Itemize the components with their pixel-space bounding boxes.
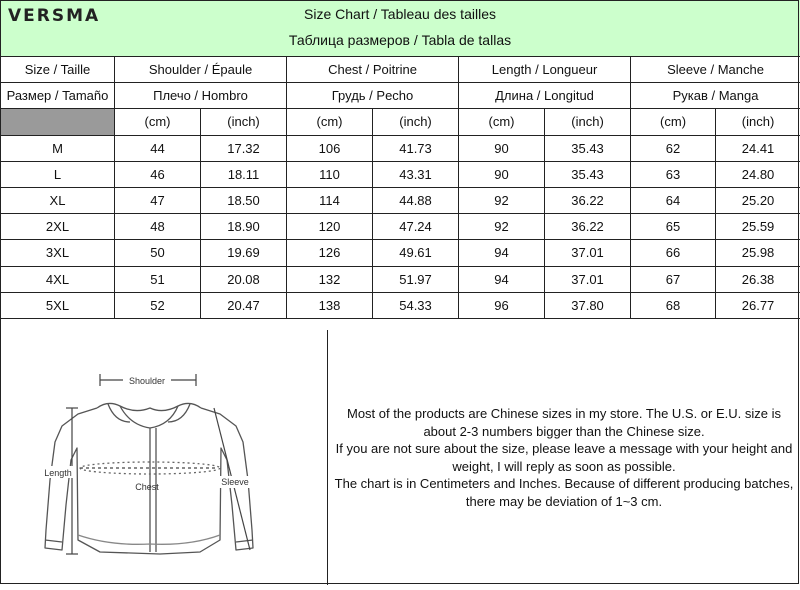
measurement-cell: 90 [459, 135, 545, 161]
group-sub-chest: Грудь / Pecho [287, 83, 459, 109]
measurement-cell: 47 [115, 187, 201, 213]
measurement-cell: 20.47 [201, 292, 287, 318]
measurement-cell: 41.73 [373, 135, 459, 161]
measurement-cell: 110 [287, 161, 373, 187]
measurement-cell: 51.97 [373, 266, 459, 292]
measurement-cell: 26.38 [716, 266, 800, 292]
measurement-cell: 37.01 [545, 266, 631, 292]
measurement-cell: 44.88 [373, 187, 459, 213]
measurement-cell: 24.80 [716, 161, 800, 187]
measurement-cell: 43.31 [373, 161, 459, 187]
measurement-cell: 35.43 [545, 161, 631, 187]
measurement-cell: 36.22 [545, 187, 631, 213]
measurement-cell: 64 [631, 187, 716, 213]
size-cell: 5XL [1, 292, 115, 318]
measurement-cell: 20.08 [201, 266, 287, 292]
measurement-cell: 67 [631, 266, 716, 292]
chart-title: Size Chart / Tableau des tailles [0, 6, 800, 22]
measurement-cell: 50 [115, 240, 201, 266]
measurement-cell: 46 [115, 161, 201, 187]
note-paragraph: If you are not sure about the size, please leave a message with your height and weight, I will reply as soon as possible. [334, 440, 794, 475]
measurement-cell: 18.50 [201, 187, 287, 213]
shoulder-label: Shoulder [129, 376, 165, 386]
measurement-cell: 49.61 [373, 240, 459, 266]
measurement-cell: 48 [115, 214, 201, 240]
measurement-cell: 18.11 [201, 161, 287, 187]
measurement-cell: 47.24 [373, 214, 459, 240]
unit-cell: (cm) [115, 109, 201, 135]
measurement-cell: 44 [115, 135, 201, 161]
note-paragraph: Most of the products are Chinese sizes in my store. The U.S. or E.U. size is about 2-3 numbers bigger than the Chinese size. [334, 405, 794, 440]
measurement-cell: 68 [631, 292, 716, 318]
unit-cell: (inch) [373, 109, 459, 135]
chest-label: Chest [135, 482, 159, 492]
measurement-cell: 126 [287, 240, 373, 266]
measurement-cell: 132 [287, 266, 373, 292]
note-paragraph: The chart is in Centimeters and Inches. Because of different producing batches, there may be deviation of 1~3 cm. [334, 475, 794, 510]
measurement-cell: 25.20 [716, 187, 800, 213]
measurement-cell: 94 [459, 266, 545, 292]
brand-logo: VERSMA [8, 6, 100, 26]
measurement-cell: 52 [115, 292, 201, 318]
measurement-cell: 62 [631, 135, 716, 161]
size-label: Size / Taille [1, 57, 115, 83]
measurement-cell: 66 [631, 240, 716, 266]
measurement-cell: 138 [287, 292, 373, 318]
group-name-sleeve: Sleeve / Manche [631, 57, 800, 83]
measurement-cell: 92 [459, 214, 545, 240]
size-cell: M [1, 135, 115, 161]
measurement-cell: 35.43 [545, 135, 631, 161]
measurement-cell: 54.33 [373, 292, 459, 318]
unit-cell: (inch) [716, 109, 800, 135]
unit-cell: (cm) [287, 109, 373, 135]
measurement-cell: 17.32 [201, 135, 287, 161]
measurement-cell: 106 [287, 135, 373, 161]
measurement-cell: 36.22 [545, 214, 631, 240]
unit-cell: (cm) [459, 109, 545, 135]
measurement-cell: 26.77 [716, 292, 800, 318]
measurement-cell: 25.98 [716, 240, 800, 266]
measurement-cell: 120 [287, 214, 373, 240]
measurement-cell: 94 [459, 240, 545, 266]
group-name-shoulder: Shoulder / Épaule [115, 57, 287, 83]
unit-cell: (cm) [631, 109, 716, 135]
size-cell: 3XL [1, 240, 115, 266]
measurement-cell: 63 [631, 161, 716, 187]
measurement-cell: 19.69 [201, 240, 287, 266]
measurement-cell: 24.41 [716, 135, 800, 161]
size-cell: 2XL [1, 214, 115, 240]
measurement-cell: 96 [459, 292, 545, 318]
measurement-cell: 37.80 [545, 292, 631, 318]
measurement-cell: 37.01 [545, 240, 631, 266]
length-label: Length [44, 468, 72, 478]
sleeve-label: Sleeve [221, 477, 249, 487]
size-cell: L [1, 161, 115, 187]
measurement-cell: 18.90 [201, 214, 287, 240]
unit-cell: (inch) [545, 109, 631, 135]
group-sub-length: Длина / Longitud [459, 83, 631, 109]
measurement-cell: 114 [287, 187, 373, 213]
size-label-ru-es: Размер / Tamaño [1, 83, 115, 109]
unit-cell: (inch) [201, 109, 287, 135]
measurement-cell: 51 [115, 266, 201, 292]
measurement-cell: 25.59 [716, 214, 800, 240]
group-sub-sleeve: Рукав / Manga [631, 83, 800, 109]
group-name-chest: Chest / Poitrine [287, 57, 459, 83]
group-sub-shoulder: Плечо / Hombro [115, 83, 287, 109]
chart-subtitle: Таблица размеров / Tabla de tallas [0, 32, 800, 48]
size-cell: XL [1, 187, 115, 213]
size-cell: 4XL [1, 266, 115, 292]
measurement-cell: 90 [459, 161, 545, 187]
measurement-cell: 65 [631, 214, 716, 240]
measurement-cell: 92 [459, 187, 545, 213]
group-name-length: Length / Longueur [459, 57, 631, 83]
